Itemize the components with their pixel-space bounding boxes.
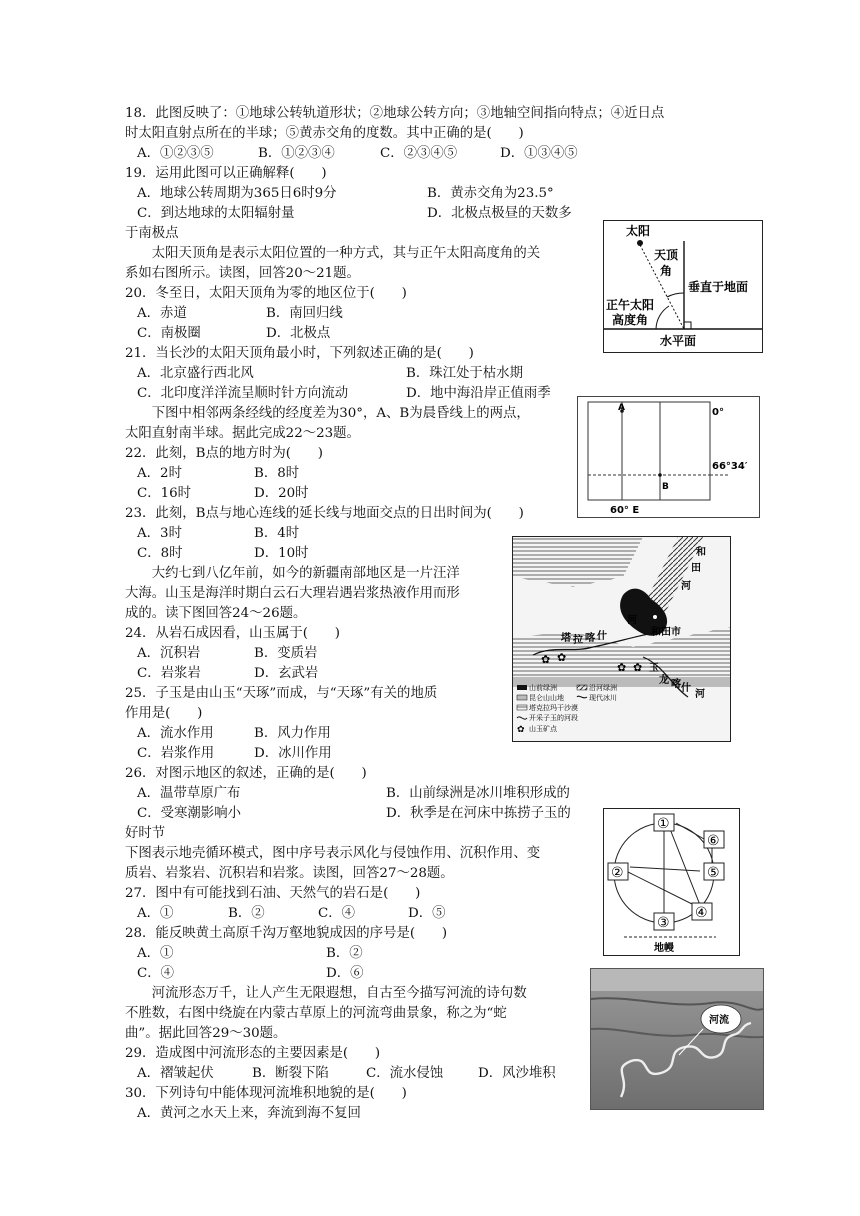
tarim-label-2: 拉	[573, 635, 583, 646]
q23-stem: 23．此刻，B点与地心连线的延长线与地面交点的日出时间为( )	[125, 506, 524, 521]
meander-photo-figure	[590, 968, 764, 1110]
q21-option-a: A．北京盛行西北风	[137, 366, 254, 381]
intro-29-30-3: 曲”。据此回答29～30题。	[125, 1026, 287, 1041]
river-label-tian: 田	[691, 563, 701, 574]
meridian-grid-figure	[577, 396, 760, 518]
horizontal-label: 水平面	[660, 334, 697, 348]
intro-24-26-3: 成的。读下图回答24～26题。	[125, 606, 307, 621]
q18-option-a: A．①②③⑤	[137, 146, 214, 161]
q25-option-a: A．流水作用	[137, 726, 214, 741]
arrow-2-5	[630, 867, 700, 871]
q20-option-b: B．南回归线	[266, 306, 343, 321]
arrow-2-4	[626, 871, 698, 907]
yulong-label-3: 喀	[671, 679, 681, 690]
ore-icon-1: ✿	[541, 653, 551, 666]
legend-7: 山玉矿点	[529, 725, 557, 733]
q25-stem-2: 作用是( )	[125, 706, 203, 721]
noon-label-1: 正午太阳	[606, 298, 655, 312]
q20-option-a: A．赤道	[137, 306, 187, 321]
q29-option-c: C．流水侵蚀	[366, 1066, 444, 1081]
intro-22-23-1: 下图中相邻两条经线的经度差为30°，A、B为晨昏线上的两点，	[125, 406, 530, 421]
arrow-1-4	[670, 829, 700, 905]
q19-option-b: B．黄赤交角为23.5°	[427, 186, 554, 201]
intro-20-21-1: 太阳天顶角是表示太阳位置的一种方式，其与正午太阳高度角的关	[125, 246, 541, 261]
node-2: ②	[611, 865, 624, 881]
intro-24-26-2: 大海。山玉是海洋时期白云石大理岩遇岩浆热液作用而形	[125, 586, 460, 601]
grid-frame	[588, 402, 710, 500]
q26-option-c: C．受寒潮影响小	[137, 806, 241, 821]
legend-swatch-2	[577, 685, 587, 690]
q28-option-a: A．①	[137, 946, 174, 961]
vertical-label: 垂直于地面	[688, 280, 749, 294]
altitude-arc	[656, 306, 669, 329]
q22-option-b: B．8时	[254, 466, 300, 481]
legend-4: 现代冰川	[589, 694, 617, 702]
zenith-label-2: 角	[660, 264, 673, 278]
q24-option-d: D．玄武岩	[254, 666, 319, 681]
city-label: 和田市	[651, 627, 681, 638]
node-1: ①	[657, 816, 670, 832]
zenith-label-1: 天顶	[654, 248, 679, 262]
q27-option-d: D．⑤	[408, 906, 446, 921]
q18-option-c: C．②③④⑤	[380, 146, 458, 161]
lon-label: 60° E	[610, 505, 640, 516]
q20-option-d: D．北极点	[266, 326, 331, 341]
q22-option-c: C．16时	[137, 486, 192, 501]
yulong-label-4: 什	[681, 683, 691, 694]
q19-option-c: C．到达地球的太阳辐射量	[137, 206, 295, 221]
photo-horizon	[591, 969, 763, 991]
q20-option-c: C．南极圈	[137, 326, 201, 341]
intro-27-28-2: 质岩、岩浆岩、沉积岩和岩浆。读图，回答27～28题。	[125, 866, 454, 881]
q28-option-c: C．④	[137, 966, 175, 981]
q18-option-b: B．①②③④	[258, 146, 335, 161]
q25-option-b: B．风力作用	[254, 726, 331, 741]
q21-option-b: B．珠江处于枯水期	[406, 366, 523, 381]
intro-20-21-2: 系如右图所示。读图，回答20～21题。	[125, 266, 360, 281]
q26-stem: 26．对图示地区的叙述，正确的是( )	[125, 766, 367, 781]
legend-swatch-5	[517, 705, 527, 710]
q20-stem: 20．冬至日，太阳天顶角为零的地区位于( )	[125, 286, 407, 301]
legend-2: 沿河绿洲	[589, 684, 617, 692]
q28-option-b: B．②	[326, 946, 363, 961]
q25-stem-1: 25．子玉是由山玉“天琢”而成，与“天琢”有关的地质	[125, 686, 438, 701]
q27-option-b: B．②	[228, 906, 265, 921]
crust-cycle-figure	[603, 808, 740, 956]
q28-option-d: D．⑥	[326, 966, 364, 981]
q27-option-c: C．④	[318, 906, 356, 921]
node-3: ③	[657, 915, 670, 931]
q23-option-b: B．4时	[254, 526, 300, 541]
point-b	[658, 473, 662, 477]
node-4: ④	[695, 905, 708, 921]
legend-3: 昆仑山山地	[529, 694, 564, 702]
legend-5: 塔克拉玛干沙漠	[529, 704, 578, 712]
q26-option-b: B．山前绿洲是冰川堆积形成的	[386, 786, 570, 801]
q22-option-d: D．20时	[254, 486, 309, 501]
river-label: 河流	[709, 1015, 729, 1026]
q22-option-a: A．2时	[137, 466, 182, 481]
arrow-1-6	[676, 823, 704, 839]
q24-stem: 24．从岩石成因看，山玉属于( )	[125, 626, 340, 641]
sun-label: 太阳	[626, 224, 651, 238]
q29-option-d: D．风沙堆积	[478, 1066, 556, 1081]
river-label-he2: 河	[681, 581, 691, 592]
q25-option-c: C．岩浆作用	[137, 746, 215, 761]
q21-stem: 21．当长沙的太阳天顶角最小时，下列叙述正确的是( )	[125, 346, 474, 361]
point-b-label: B	[662, 482, 669, 492]
node-6: ⑥	[707, 833, 720, 849]
q26-option-d: D．秋季是在河床中拣捞子玉的	[386, 806, 571, 821]
q27-option-a: A．①	[137, 906, 174, 921]
intro-29-30-2: 不胜数，右图中绕旋在内蒙古草原上的河流弯曲景象，称之为“蛇	[125, 1006, 507, 1021]
sun-zenith-figure	[603, 220, 763, 353]
lat-66-label: 66°34′	[712, 461, 748, 472]
river-label-he: 和	[696, 547, 706, 558]
jade-map-figure	[512, 536, 731, 742]
lat-0-label: 0°	[712, 407, 724, 418]
intro-27-28-1: 下图表示地壳循环模式，图中序号表示风化与侵蚀作用、沉积作用、变	[125, 846, 541, 861]
q19-stem: 19．运用此图可以正确解释( )	[125, 166, 327, 181]
q22-stem: 22．此刻，B点的地方时为( )	[125, 446, 324, 461]
mantle-label: 地幔	[654, 943, 674, 954]
q28-stem: 28．能反映黄土高原千沟万壑地貌成因的序号是( )	[125, 926, 448, 941]
q19-option-d: D．北极点极昼的天数多	[427, 206, 572, 221]
intro-29-30-1: 河流形态万千，让人产生无限遐想，自古至今描写河流的诗句数	[125, 986, 527, 1001]
q26-option-a: A．温带草原广布	[137, 786, 241, 801]
q23-option-d: D．10时	[254, 546, 309, 561]
hotan-city-dot	[653, 615, 658, 620]
q27-stem: 27．图中有可能找到石油、天然气的岩石是( )	[125, 886, 421, 901]
yulong-label-1: 玉	[649, 663, 659, 674]
q30-option-a: A．黄河之水天上来，奔流到海不复回	[137, 1106, 361, 1121]
ore-icon-4: ✿	[633, 661, 643, 674]
ore-icon-2: ✿	[557, 651, 567, 664]
q29-option-a: A．褶皱起伏	[137, 1066, 214, 1081]
yulong-label-5: 河	[695, 689, 705, 700]
point-a-label: A	[618, 403, 625, 413]
yulong-label-2: 龙	[659, 675, 669, 686]
q24-option-c: C．岩浆岩	[137, 666, 201, 681]
tarim-label-3: 喀	[585, 633, 595, 644]
q23-option-a: A．3时	[137, 526, 182, 541]
legend-swatch-7: ✿	[517, 725, 525, 735]
zenith-arc	[667, 293, 684, 297]
q30-stem: 30．下列诗句中能体现河流堆积地貌的是( )	[125, 1086, 407, 1101]
tarim-label-1: 塔	[561, 633, 571, 644]
intro-22-23-2: 太阳直射南半球。据此完成22～23题。	[125, 426, 360, 441]
q24-option-a: A．沉积岩	[137, 646, 201, 661]
q19-option-a: A．地球公转周期为365日6时9分	[137, 186, 337, 201]
river-h-label: 河	[627, 615, 637, 626]
q26-option-d-cont: 好时节	[125, 826, 166, 841]
legend-swatch-3	[517, 695, 527, 700]
q21-option-c: C．北印度洋洋流呈顺时针方向流动	[137, 386, 349, 401]
q24-option-b: B．变质岩	[254, 646, 318, 661]
q23-option-c: C．8时	[137, 546, 183, 561]
q29-option-b: B．断裂下陷	[252, 1066, 329, 1081]
right-angle-mark	[684, 322, 691, 329]
intro-24-26-1: 大约七到八亿年前，如今的新疆南部地区是一片汪洋	[125, 566, 460, 581]
node-5: ⑤	[707, 865, 720, 881]
q25-option-d: D．冰川作用	[254, 746, 332, 761]
q18-stem-1: 18．此图反映了：①地球公转轨道形状；②地球公转方向；③地轴空间指向特点；④近日点	[125, 106, 665, 121]
legend-swatch-1	[517, 685, 527, 690]
q19-option-d-cont: 于南极点	[125, 226, 179, 241]
q18-option-d: D．①③④⑤	[500, 146, 578, 161]
ore-icon-3: ✿	[617, 661, 627, 674]
noon-label-2: 高度角	[612, 313, 649, 327]
q21-option-d: D．地中海沿岸正值雨季	[406, 386, 551, 401]
tarim-label-4: 什	[597, 631, 607, 642]
legend-6: 开采子玉的河段	[529, 714, 578, 722]
legend-1: 山前绿洲	[529, 684, 557, 692]
q18-stem-2: 时太阳直射点所在的半球；⑤黄赤交角的度数。其中正确的是( )	[125, 126, 524, 141]
q29-stem: 29．造成图中河流形态的主要因素是( )	[125, 1046, 381, 1061]
